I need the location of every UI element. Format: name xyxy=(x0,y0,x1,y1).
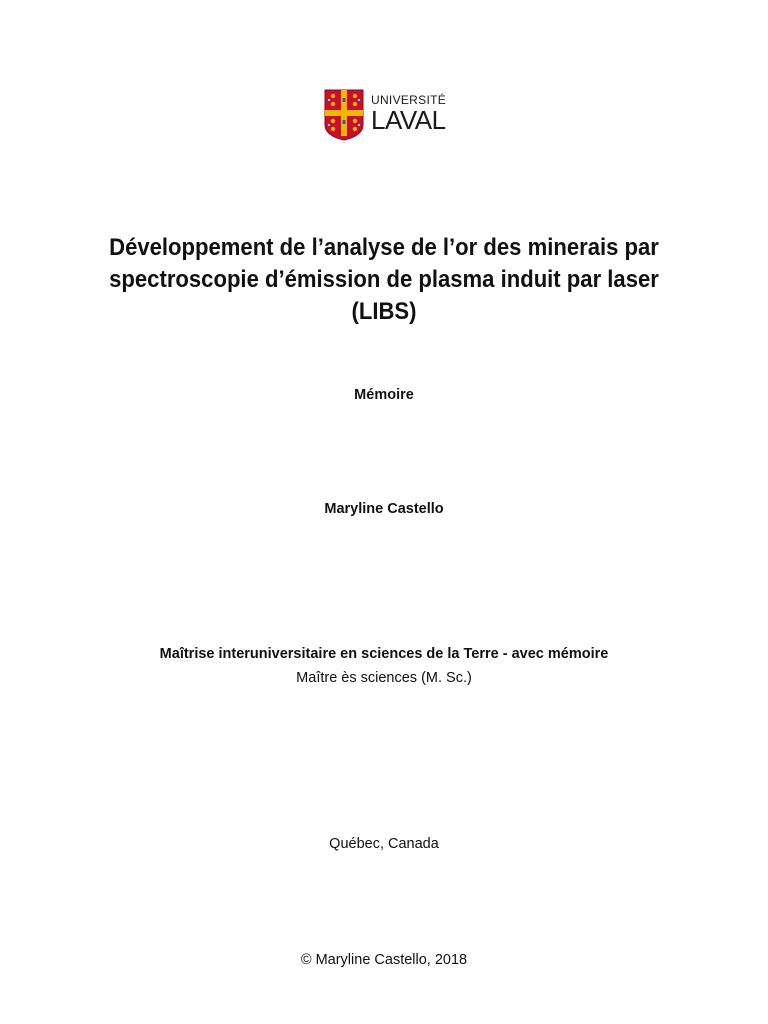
title-line-1: Développement de l’analyse de l’or des minerais par xyxy=(109,234,659,261)
title-line-2: spectroscopie d’émission de plasma induit par laser xyxy=(109,266,659,293)
university-logo xyxy=(324,89,446,143)
logo-line-universite: UNIVERSITÉ xyxy=(371,93,447,107)
program-name: Maîtrise interuniversitaire en sciences de la Terre - avec mémoire xyxy=(159,646,609,662)
university-crest-icon xyxy=(324,89,364,141)
thesis-title xyxy=(86,232,682,328)
degree-name: Maître ès sciences (M. Sc.) xyxy=(296,670,472,686)
logo-wordmark xyxy=(371,94,446,133)
author-name: Maryline Castello xyxy=(324,501,444,517)
logo-line-laval: LAVAL xyxy=(371,105,446,135)
document-type: Mémoire xyxy=(354,387,414,403)
title-line-3: (LIBS) xyxy=(351,298,417,325)
place: Québec, Canada xyxy=(329,836,439,852)
copyright-notice: © Maryline Castello, 2018 xyxy=(300,952,468,968)
